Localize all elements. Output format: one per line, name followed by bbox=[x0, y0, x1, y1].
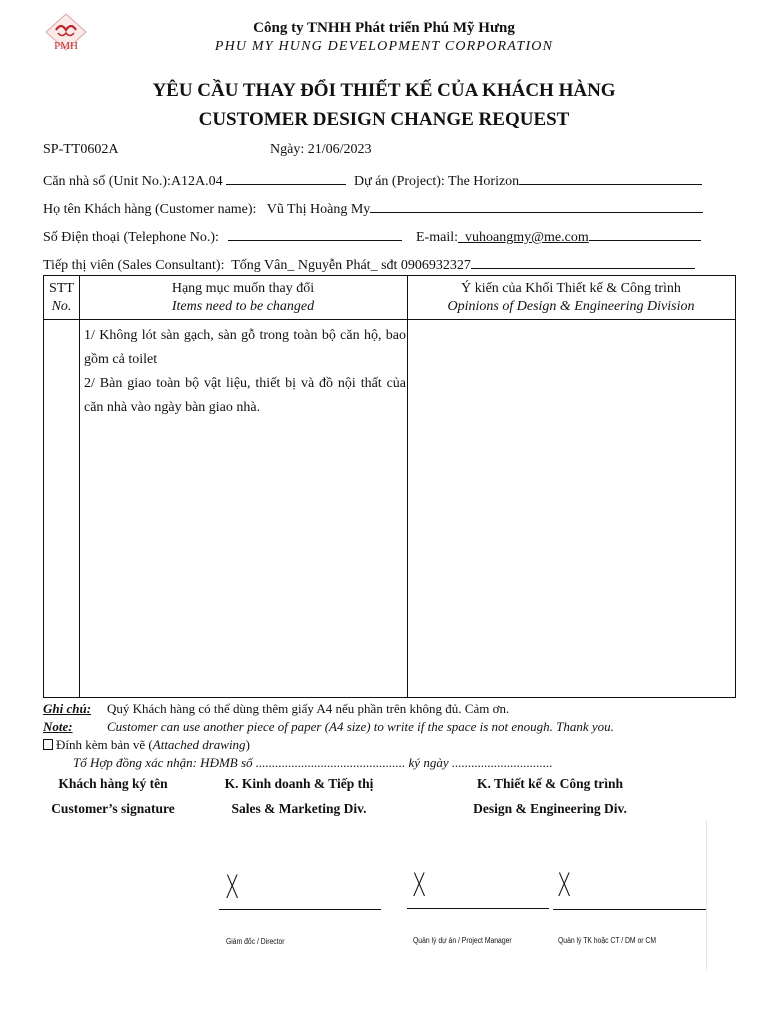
director-sign-mark: X bbox=[225, 868, 240, 906]
attach-label-vn: Đính kèm bản vẽ ( bbox=[56, 737, 153, 752]
ghichu-text: Quý Khách hàng có thể dùng thêm giấy A4 nếu phần trên không đủ. Cảm ơn. bbox=[107, 701, 510, 716]
note-en-row bbox=[43, 719, 614, 735]
dm-sign-line[interactable] bbox=[553, 909, 706, 910]
form-code: SP-TT0602A bbox=[43, 142, 119, 157]
company-name-vn: Công ty TNHH Phát triển Phú Mỹ Hưng bbox=[253, 20, 515, 36]
phone-underline bbox=[228, 226, 402, 241]
unit-row bbox=[43, 170, 346, 190]
customer-label: Họ tên Khách hàng (Customer name): bbox=[43, 202, 257, 217]
dm-sign-mark: X bbox=[557, 866, 572, 904]
col-no-header: STT No. bbox=[49, 281, 74, 314]
form-date: Ngày: 21/06/2023 bbox=[270, 142, 372, 157]
table-divider-2 bbox=[407, 276, 408, 697]
col-opinion-header: Ý kiến của Khối Thiết kế & Công trình Opinions of Design & Engineering Division bbox=[447, 281, 695, 314]
sales-label: Tiếp thị viên (Sales Consultant): bbox=[43, 258, 225, 273]
design-div-vn: K. Thiết kế & Công trình bbox=[476, 776, 623, 791]
note-vn-row bbox=[43, 701, 509, 717]
customer-row bbox=[43, 198, 703, 218]
attach-checkbox[interactable] bbox=[43, 739, 53, 750]
project-row bbox=[354, 170, 702, 190]
attach-close: ) bbox=[245, 737, 250, 752]
design-div-en: Design & Engineering Div. bbox=[473, 801, 627, 816]
title-vn: YÊU CẦU THAY ĐỔI THIẾT KẾ CỦA KHÁCH HÀNG bbox=[152, 80, 616, 101]
project-label: Dự án (Project): bbox=[354, 174, 445, 189]
company-name-en: PHU MY HUNG DEVELOPMENT CORPORATION bbox=[214, 39, 554, 54]
email-label: E-mail: bbox=[416, 230, 458, 245]
table-header-divider bbox=[44, 319, 735, 320]
attach-row bbox=[43, 737, 250, 753]
unit-value: A12A.04 bbox=[170, 174, 223, 189]
note-text: Customer can use another piece of paper (A4 size) to write if the space is not enough. Thank you. bbox=[107, 719, 614, 734]
pm-sign-line[interactable] bbox=[407, 908, 549, 909]
phone-row bbox=[43, 226, 402, 246]
pm-label: Quản lý dự án / Project Manager bbox=[413, 936, 512, 945]
table-divider-1 bbox=[79, 276, 80, 697]
director-sign-line[interactable] bbox=[219, 909, 381, 910]
project-value: The Horizon bbox=[448, 174, 520, 189]
pm-sign-mark: X bbox=[412, 866, 427, 904]
customer-underline bbox=[370, 198, 703, 213]
unit-underline bbox=[226, 170, 346, 185]
customer-value: Vũ Thị Hoàng My bbox=[266, 202, 371, 217]
note-label: Note: bbox=[43, 719, 73, 734]
attach-label-en: Attached drawing bbox=[152, 737, 246, 752]
col-items-header: Hạng mục muốn thay đổi Items need to be changed bbox=[171, 281, 315, 314]
sales-div-en: Sales & Marketing Div. bbox=[231, 801, 367, 816]
email-value: vuhoangmy@me.com bbox=[465, 230, 589, 245]
customer-sig-vn: Khách hàng ký tên bbox=[58, 776, 168, 791]
phone-label: Số Điện thoại (Telephone No.): bbox=[43, 230, 219, 245]
item-2: 2/ Bàn giao toàn bộ vật liệu, thiết bị và đồ nội thất của căn nhà vào ngày bàn giao nhà. bbox=[84, 376, 406, 415]
title-en: CUSTOMER DESIGN CHANGE REQUEST bbox=[198, 109, 570, 130]
sales-underline bbox=[471, 254, 695, 269]
item-1: 1/ Không lót sàn gạch, sàn gỗ trong toàn bộ căn hộ, bao gồm cả toilet bbox=[84, 328, 406, 367]
director-label: Giám đốc / Director bbox=[226, 937, 285, 946]
sales-value: Tống Vân_ Nguyễn Phát_ sđt 0906932327 bbox=[231, 258, 471, 273]
email-underline bbox=[589, 226, 701, 241]
sales-row bbox=[43, 254, 695, 274]
project-underline bbox=[519, 170, 702, 185]
items-cell bbox=[84, 324, 406, 420]
logo-text: PMH bbox=[54, 40, 78, 52]
change-table bbox=[43, 275, 736, 698]
ghichu-label: Ghi chú: bbox=[43, 701, 92, 716]
email-row bbox=[416, 226, 701, 246]
contract-confirm: Tổ Hợp đồng xác nhận: HĐMB số .............................................. ký ngày ............................... bbox=[73, 755, 553, 770]
signature-area-border bbox=[706, 820, 707, 970]
unit-label: Căn nhà số (Unit No.): bbox=[43, 174, 171, 189]
sales-div-vn: K. Kinh doanh & Tiếp thị bbox=[224, 776, 374, 791]
customer-sig-en: Customer’s signature bbox=[51, 801, 175, 816]
dm-label: Quản lý TK hoặc CT / DM or CM bbox=[558, 936, 657, 945]
